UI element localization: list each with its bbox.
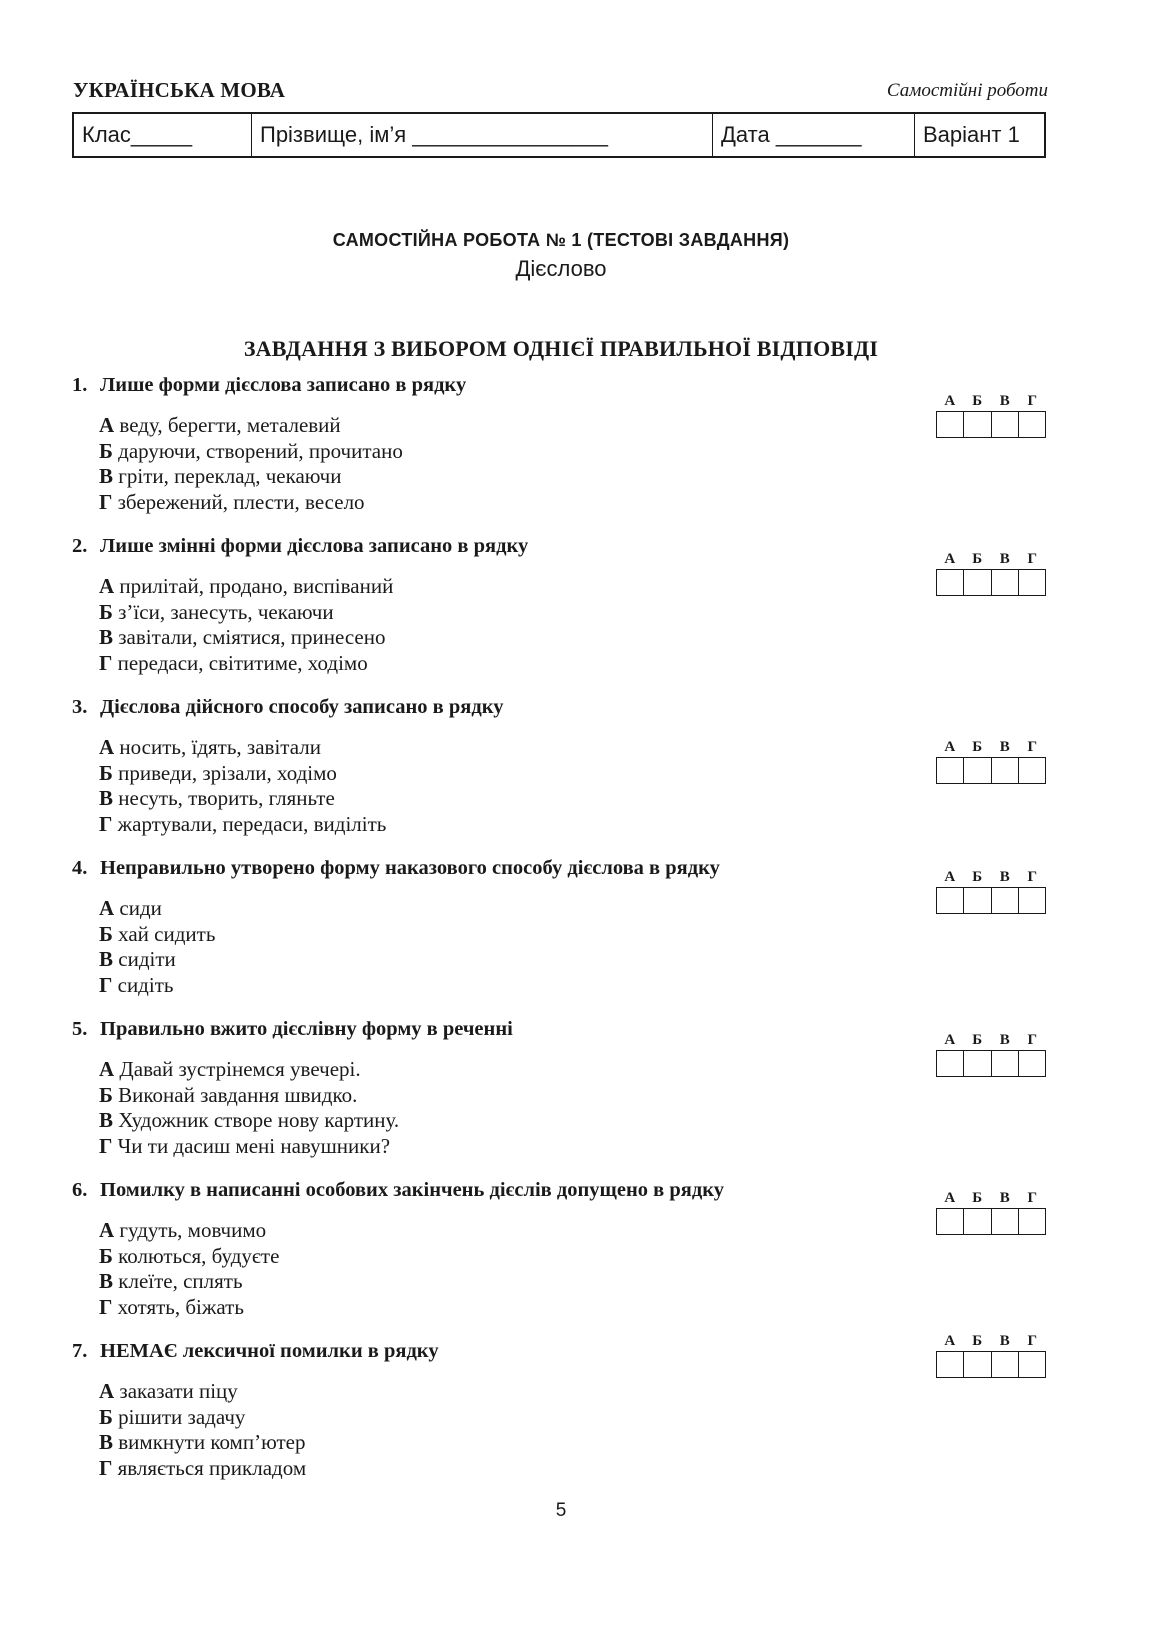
grid-letter: В [999,551,1010,567]
option-h: Г являється прикладом [99,1456,307,1481]
grid-letter: А [944,1190,956,1206]
question-7 [72,1340,439,1363]
question-text: Дієслова дійсного способу записано в рядку [100,696,504,718]
option-v: В гріти, переклад, чекаючи [99,464,342,489]
question-3 [72,696,503,719]
option-h: Г сидіть [99,973,174,998]
option-v: В завітали, сміятися, принесено [99,625,386,650]
answer-grid-1 [936,393,1046,438]
grid-letter: Г [1027,551,1038,567]
subject-title: УКРАЇНСЬКА МОВА [73,78,286,102]
answer-grid-6 [936,1190,1046,1235]
question-number: 6. [72,1179,88,1201]
answer-box-h[interactable] [1019,758,1045,783]
grid-letter: А [944,869,956,885]
option-b: Б колються, будуєте [99,1243,280,1268]
grid-letter: В [999,869,1010,885]
grid-letter: Б [972,869,983,885]
option-a: А носить, їдять, завітали [99,735,321,759]
answer-box-v[interactable] [992,888,1019,913]
question-text: Правильно вжито дієслівну форму в реченні [100,1018,513,1040]
answer-box-h[interactable] [1019,1051,1045,1076]
option-v: В несуть, творить, гляньте [99,786,335,811]
question-number: 4. [72,857,88,879]
grid-letter: Г [1027,1032,1038,1048]
answer-box-h[interactable] [1019,1209,1045,1234]
name-field[interactable]: Прізвище, ім’я ________________ [252,114,713,156]
answer-box-a[interactable] [937,1209,964,1234]
options-5 [99,1057,399,1160]
option-a: А Давай зустрінемся увечері. [99,1057,361,1081]
variant-label: Варіант 1 [923,122,1020,147]
grid-letter: Б [972,1333,983,1349]
options-4 [99,896,215,999]
question-1 [72,374,466,397]
grid-letter: В [999,393,1010,409]
grid-letter: А [944,393,956,409]
answer-box-b[interactable] [964,888,991,913]
grid-letter: Г [1027,739,1038,755]
options-1 [99,413,403,516]
answer-box-v[interactable] [992,758,1019,783]
question-text: Лише змінні форми дієслова записано в рядку [100,535,529,557]
grid-letter: А [944,739,956,755]
answer-box-h[interactable] [1019,888,1045,913]
question-text: Помилку в написанні особових закінчень дієслів допущено в рядку [100,1179,724,1201]
grid-letter: В [999,1190,1010,1206]
question-text: Неправильно утворено форму наказового способу дієслова в рядку [100,857,720,879]
grid-letter: Г [1027,1333,1038,1349]
answer-grid-2 [936,551,1046,596]
option-v: В клеїте, сплять [99,1269,243,1294]
answer-box-b[interactable] [964,1051,991,1076]
option-b: Б даруючи, створений, прочитано [99,438,403,463]
grid-letter: Г [1027,1190,1038,1206]
answer-box-h[interactable] [1019,412,1045,437]
question-5 [72,1018,513,1041]
answer-box-b[interactable] [964,570,991,595]
grid-letter: Б [972,739,983,755]
answer-grid-7 [936,1333,1046,1378]
grid-letter: Г [1027,393,1038,409]
option-v: В Художник створе нову картину. [99,1108,400,1133]
options-2 [99,574,393,677]
answer-box-b[interactable] [964,412,991,437]
option-b: Б з’їси, занесуть, чекаючи [99,599,334,624]
option-b: Б рішити задачу [99,1404,246,1429]
answer-box-b[interactable] [964,1209,991,1234]
work-topic: Дієслово [515,256,607,281]
question-4 [72,857,720,880]
class-field[interactable]: Клас_____ [74,114,252,156]
option-h: Г передаси, світитиме, ходімо [99,651,368,676]
grid-letter: Г [1027,869,1038,885]
date-field[interactable]: Дата _______ [713,114,915,156]
option-b: Б Виконай завдання швидко. [99,1082,358,1107]
series-title: Самостійні роботи [886,80,1048,101]
grid-letter: Б [972,1190,983,1206]
grid-letter: В [999,1032,1010,1048]
option-a: А прилітай, продано, виспіваний [99,574,394,598]
answer-box-b[interactable] [964,758,991,783]
question-number: 3. [72,696,88,718]
options-3 [99,735,386,838]
answer-box-a[interactable] [937,1051,964,1076]
answer-grid-3 [936,739,1046,784]
option-h: Г хотять, біжать [99,1295,244,1320]
question-number: 5. [72,1018,88,1040]
grid-letter: В [999,1333,1010,1349]
question-text: НЕМАЄ лексичної помилки в рядку [100,1340,439,1362]
answer-box-a[interactable] [937,412,964,437]
grid-letter: А [944,1333,956,1349]
question-number: 7. [72,1340,88,1362]
grid-letter: Б [972,551,983,567]
option-h: Г жартували, передаси, виділіть [99,812,387,837]
page-number: 5 [555,1500,567,1521]
question-number: 2. [72,535,88,557]
answer-grid-4 [936,869,1046,914]
grid-letter: А [944,1032,956,1048]
option-b: Б хай сидить [99,921,216,946]
option-a: А веду, берегти, металевий [99,413,341,437]
question-2 [72,535,528,558]
question-6 [72,1179,724,1202]
question-text: Лише форми дієслова записано в рядку [100,374,467,396]
option-b: Б приведи, зрізали, ходімо [99,760,337,785]
grid-letter: Б [972,393,983,409]
option-h: Г збережений, плести, весело [99,490,365,515]
grid-letter: Б [972,1032,983,1048]
answer-box-h[interactable] [1019,1352,1045,1377]
option-v: В вимкнути комп’ютер [99,1430,306,1455]
answer-box-a[interactable] [937,570,964,595]
section-title: ЗАВДАННЯ З ВИБОРОМ ОДНІЄЇ ПРАВИЛЬНОЇ ВІДПОВІДІ [243,336,879,361]
grid-letter: В [999,739,1010,755]
answer-box-h[interactable] [1019,570,1045,595]
student-info-table [72,112,1046,158]
option-a: А сиди [99,896,162,920]
option-h: Г Чи ти дасиш мені навушники? [99,1134,391,1159]
answer-box-a[interactable] [937,758,964,783]
answer-box-v[interactable] [992,412,1019,437]
question-number: 1. [72,374,88,396]
answer-box-a[interactable] [937,888,964,913]
grid-letter: А [944,551,956,567]
answer-grid-5 [936,1032,1046,1077]
answer-box-b[interactable] [964,1352,991,1377]
answer-box-v[interactable] [992,1051,1019,1076]
answer-box-a[interactable] [937,1352,964,1377]
work-title: САМОСТІЙНА РОБОТА № 1 (ТЕСТОВІ ЗАВДАННЯ) [332,230,790,250]
answer-box-v[interactable] [992,1352,1019,1377]
option-a: А гудуть, мовчимо [99,1218,267,1242]
answer-box-v[interactable] [992,570,1019,595]
option-v: В сидіти [99,947,176,972]
answer-box-v[interactable] [992,1209,1019,1234]
options-6 [99,1218,279,1321]
options-7 [99,1379,306,1482]
option-a: А заказати піцу [99,1379,238,1403]
